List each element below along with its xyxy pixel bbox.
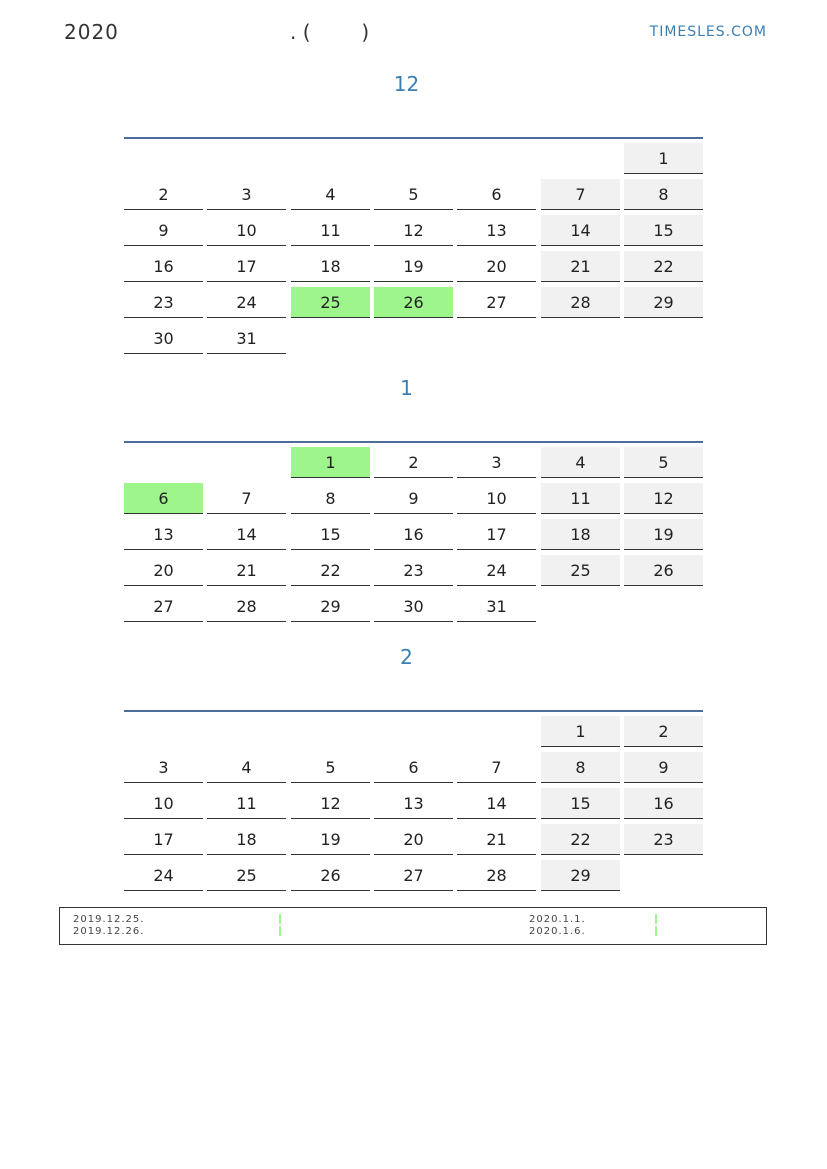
calendar-day: 25 (541, 555, 620, 586)
calendar-day: 15 (291, 519, 370, 550)
page-title: 2020 (64, 20, 119, 44)
calendar-day: 8 (291, 483, 370, 514)
legend-date: 2020.1.1. (529, 914, 586, 925)
calendar-day: 28 (541, 287, 620, 318)
calendar-day: 11 (541, 483, 620, 514)
calendar-day: 10 (207, 215, 286, 246)
calendar-day: 16 (374, 519, 453, 550)
calendar-day: 4 (541, 447, 620, 478)
calendar-day: 1 (291, 447, 370, 478)
page-subtitle: . ( ) (290, 20, 370, 44)
calendar-day: 1 (541, 716, 620, 747)
calendar-day: 20 (457, 251, 536, 282)
calendar-day: 3 (124, 752, 203, 783)
calendar-day: 24 (207, 287, 286, 318)
calendar-day: 1 (624, 143, 703, 174)
calendar-day: 16 (124, 251, 203, 282)
calendar-day: 2 (124, 179, 203, 210)
calendar-day: 25 (207, 860, 286, 891)
calendar-day: 10 (124, 788, 203, 819)
calendar-day: 31 (457, 591, 536, 622)
calendar-day: 21 (541, 251, 620, 282)
calendar-day: 21 (207, 555, 286, 586)
calendar-day: 28 (207, 591, 286, 622)
calendar-day: 29 (624, 287, 703, 318)
calendar-day: 17 (124, 824, 203, 855)
calendar-day: 2 (374, 447, 453, 478)
calendar-day: 8 (624, 179, 703, 210)
calendar-day: 15 (624, 215, 703, 246)
calendar-day: 11 (207, 788, 286, 819)
calendar-day: 14 (541, 215, 620, 246)
calendar-day: 5 (374, 179, 453, 210)
legend-date: 2019.12.25. (73, 914, 145, 925)
calendar-day: 4 (207, 752, 286, 783)
calendar-day: 23 (374, 555, 453, 586)
holiday-legend (59, 907, 767, 945)
calendar-day: 3 (457, 447, 536, 478)
calendar-day: 16 (624, 788, 703, 819)
calendar-day: 17 (207, 251, 286, 282)
calendar-day: 8 (541, 752, 620, 783)
calendar-day: 23 (624, 824, 703, 855)
calendar-day: 25 (291, 287, 370, 318)
holiday-marker-icon (655, 914, 657, 924)
calendar-day: 22 (291, 555, 370, 586)
calendar-day: 14 (457, 788, 536, 819)
calendar-day: 19 (374, 251, 453, 282)
calendar-day: 9 (624, 752, 703, 783)
calendar-day: 10 (457, 483, 536, 514)
calendar-day: 13 (457, 215, 536, 246)
calendar-day: 22 (624, 251, 703, 282)
calendar-day: 20 (374, 824, 453, 855)
calendar-day: 15 (541, 788, 620, 819)
calendar-day: 14 (207, 519, 286, 550)
calendar-day: 19 (624, 519, 703, 550)
calendar-day: 20 (124, 555, 203, 586)
month-title-january: 1 (400, 376, 413, 400)
legend-date: 2020.1.6. (529, 926, 586, 937)
month-divider (124, 710, 703, 712)
calendar-day: 19 (291, 824, 370, 855)
calendar-day: 24 (457, 555, 536, 586)
holiday-marker-icon (655, 926, 657, 936)
calendar-day: 21 (457, 824, 536, 855)
calendar-day: 27 (374, 860, 453, 891)
calendar-day: 29 (541, 860, 620, 891)
calendar-day: 5 (291, 752, 370, 783)
calendar-day: 18 (291, 251, 370, 282)
calendar-day: 12 (291, 788, 370, 819)
site-link[interactable]: TIMESLES.COM (649, 24, 767, 40)
month-title-february: 2 (400, 645, 413, 669)
calendar-day: 31 (207, 323, 286, 354)
calendar-day: 9 (374, 483, 453, 514)
calendar-day: 27 (457, 287, 536, 318)
holiday-marker-icon (279, 926, 281, 936)
legend-date: 2019.12.26. (73, 926, 145, 937)
calendar-day: 12 (624, 483, 703, 514)
month-divider (124, 441, 703, 443)
calendar-day: 27 (124, 591, 203, 622)
calendar-day: 7 (207, 483, 286, 514)
calendar-day: 12 (374, 215, 453, 246)
calendar-day: 6 (457, 179, 536, 210)
calendar-day: 28 (457, 860, 536, 891)
calendar-day: 26 (291, 860, 370, 891)
calendar-day: 23 (124, 287, 203, 318)
holiday-marker-icon (279, 914, 281, 924)
calendar-day: 30 (124, 323, 203, 354)
calendar-day: 30 (374, 591, 453, 622)
calendar-day: 24 (124, 860, 203, 891)
month-title-december: 12 (393, 72, 420, 96)
calendar-day: 3 (207, 179, 286, 210)
calendar-day: 17 (457, 519, 536, 550)
calendar-day: 29 (291, 591, 370, 622)
calendar-day: 4 (291, 179, 370, 210)
calendar-day: 6 (374, 752, 453, 783)
calendar-day: 18 (207, 824, 286, 855)
calendar-day: 26 (624, 555, 703, 586)
calendar-day: 9 (124, 215, 203, 246)
month-divider (124, 137, 703, 139)
calendar-day: 6 (124, 483, 203, 514)
calendar-day: 22 (541, 824, 620, 855)
calendar-day: 11 (291, 215, 370, 246)
calendar-day: 7 (457, 752, 536, 783)
calendar-day: 13 (124, 519, 203, 550)
calendar-day: 7 (541, 179, 620, 210)
calendar-day: 2 (624, 716, 703, 747)
calendar-day: 5 (624, 447, 703, 478)
calendar-day: 13 (374, 788, 453, 819)
calendar-day: 18 (541, 519, 620, 550)
calendar-day: 26 (374, 287, 453, 318)
